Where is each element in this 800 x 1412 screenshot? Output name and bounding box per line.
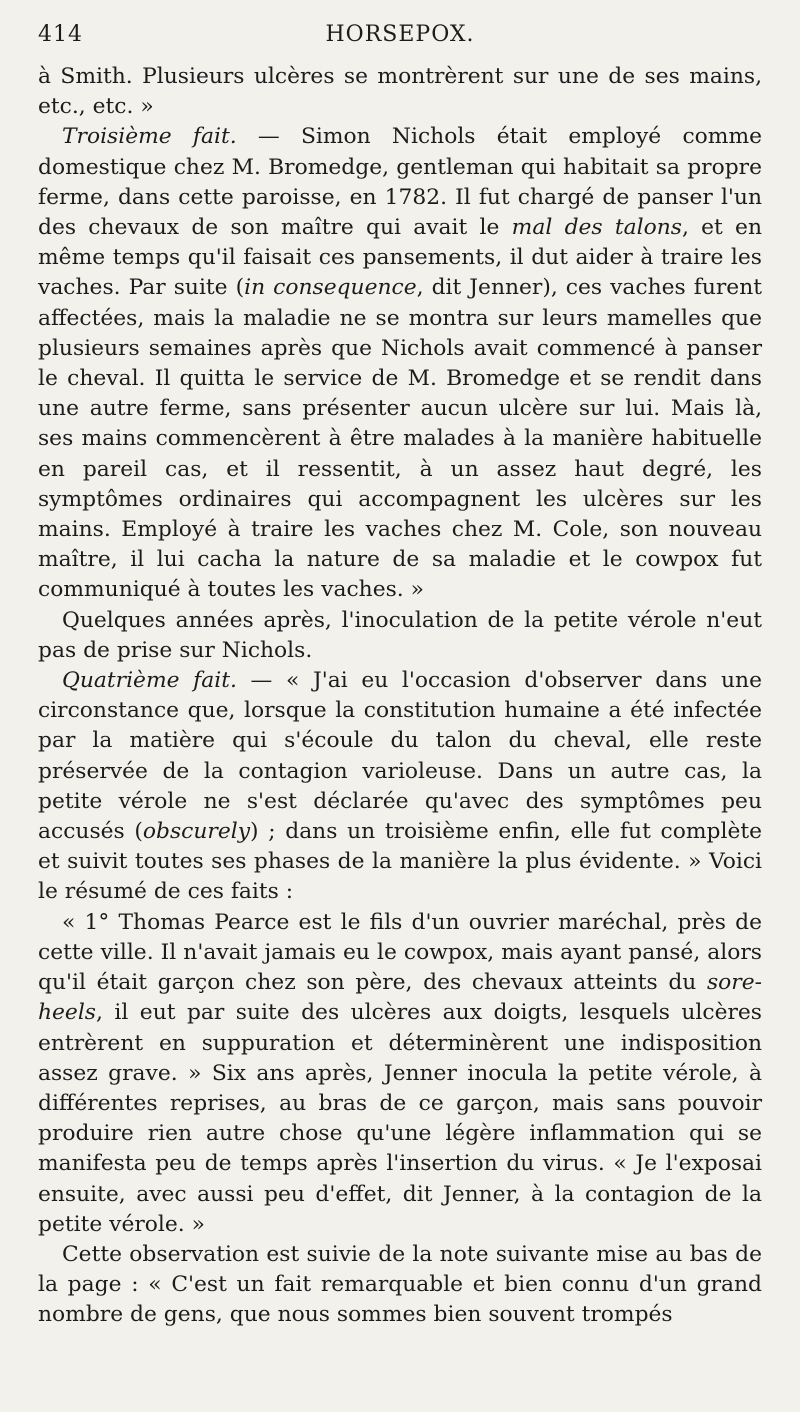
paragraph-text: Quelques années après, l'inoculation de la petite vérole n'eut pas de prise sur Nichols.: [38, 607, 762, 663]
paragraph: [38, 606, 762, 666]
running-title: HORSEPOX.: [325, 22, 475, 47]
paragraph-text: Cette observation est suivie de la note suivante mise au bas de la page : « C'est un fait remarquable et bien connu d'un grand nombre de gens, que nous sommes bien souvent trompés: [38, 1241, 762, 1328]
paragraph-text: — « J'ai eu l'occasion d'observer dans une circonstance que, lorsque la constitution humaine a été infectée par la matière qui s'écoule du talon du cheval, elle reste préservée de la contagion varioleuse. Dans un autre cas, la petite vérole ne s'est déclarée qu'avec des symptômes peu accusés (: [38, 668, 762, 845]
paragraph: [38, 1240, 762, 1331]
paragraph: [38, 62, 762, 122]
italic-term: mal des talons: [511, 215, 682, 241]
paragraph: [38, 122, 762, 605]
italic-term: sore-heels: [38, 970, 762, 1026]
paragraph-text: à Smith. Plusieurs ulcères se montrèrent sur une de ses mains, etc., etc. »: [38, 64, 762, 120]
italic-term: in consequence: [244, 275, 417, 301]
paragraph-text: — Simon Nichols était employé comme domestique chez M. Bromedge, gentleman qui habitait sa propre ferme, dans cette paroisse, en 1782. Il fut chargé de panser l'un des chevaux de son maître qui avait le: [38, 124, 763, 241]
page-header: [38, 22, 762, 62]
paragraph-text: , et en même temps qu'il faisait ces pansements, il dut aider à traire les vaches. Par suite (: [38, 215, 762, 301]
section-lead: Quatrième fait.: [62, 668, 237, 694]
paragraph: [38, 908, 762, 1240]
paragraph-text: , il eut par suite des ulcères aux doigts, lesquels ulcères entrèrent en suppuration et déterminèrent une indisposition assez grave. » Six ans après, Jenner inocula la petite vérole, à différentes reprises, au bras de ce garçon, mais sans pouvoir produire rien autre chose qu'une légère inflammation qui se manifesta peu de temps après l'insertion du virus. « Je l'exposai ensuite, avec aussi peu d'effet, dit Jenner, à la contagion de la petite vérole. »: [38, 1000, 762, 1237]
body-text: [38, 62, 762, 1331]
paragraph-text: , dit Jenner), ces vaches furent affectées, mais la maladie ne se montra sur leurs mamelles que plusieurs semaines après que Nichols avait commencé à panser le cheval. Il quitta le service de M. Bromedge et se rendit dans une autre ferme, sans présenter aucun ulcère sur lui. Mais là, ses mains commencèrent à être malades à la manière habituelle en pareil cas, et il ressentit, à un assez haut degré, les symptômes ordinaires qui accompagnent les ulcères sur les mains. Employé à traire les vaches chez M. Cole, son nouveau maître, il lui cacha la nature de sa maladie et le cowpox fut communiqué à toutes les vaches. »: [38, 275, 762, 603]
page-number: 414: [38, 22, 83, 47]
paragraph-text: « 1° Thomas Pearce est le fils d'un ouvrier maréchal, près de cette ville. Il n'avait jamais eu le cowpox, mais ayant pansé, alors qu'il était garçon chez son père, des chevaux atteints du: [38, 909, 762, 996]
paragraph: [38, 666, 762, 908]
paragraph-text: ) ; dans un troisième enfin, elle fut complète et suivit toutes ses phases de la manière la plus évidente. » Voici le résumé de ces faits :: [38, 819, 762, 905]
italic-term: obscurely: [142, 819, 251, 845]
section-lead: Troisième fait.: [62, 124, 237, 150]
